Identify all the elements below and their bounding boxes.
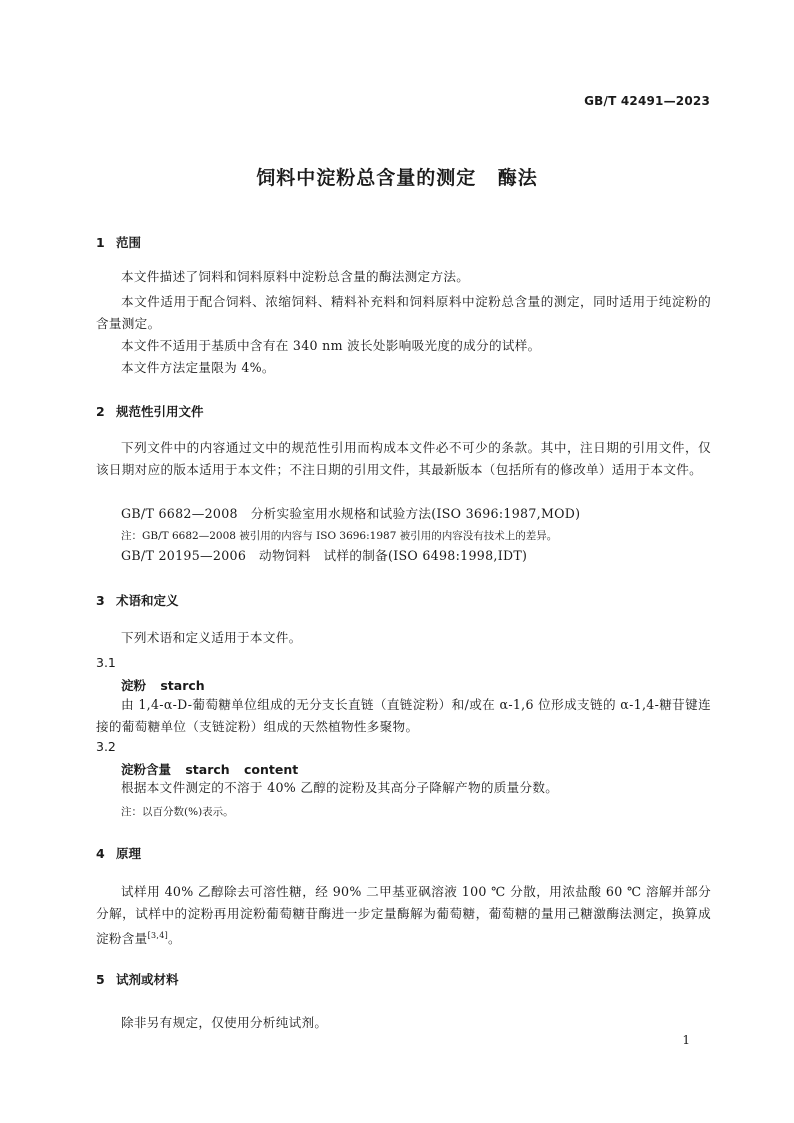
paragraph: 下列文件中的内容通过文中的规范性引用而构成本文件必不可少的条款。其中，注日期的引用文件，仅该日期对应的版本适用于本文件；不注日期的引用文件，其最新版本（包括所有的修改单）适用于本文件。 (96, 440, 711, 477)
paragraph (96, 881, 711, 950)
section-number: 3 (96, 593, 105, 608)
paragraph-end: 。 (168, 931, 181, 947)
paragraph: 除非另有规定，仅使用分析纯试剂。 (121, 1015, 328, 1030)
section-4-heading (96, 844, 141, 862)
term-number: 3.2 (96, 739, 116, 754)
section-1-heading (96, 233, 141, 251)
section-number: 1 (96, 235, 105, 250)
section-3-heading (96, 591, 179, 609)
paragraph: 本文件不适用于基质中含有在 340 nm 波长处影响吸光度的成分的试样。 (121, 338, 541, 353)
page-number: 1 (682, 1033, 690, 1047)
term-name: 淀粉 starch (121, 678, 205, 693)
term-number: 3.1 (96, 655, 116, 670)
paragraph: 本文件描述了饲料和饲料原料中淀粉总含量的酶法测定方法。 (121, 269, 470, 284)
normative-reference: GB/T 20195—2006 动物饲料 试样的制备(ISO 6498:1998,IDT) (121, 548, 528, 563)
document-title: 饲料中淀粉总含量的测定 酶法 (256, 167, 538, 189)
paragraph-text: 试样用 40% 乙醇除去可溶性糖，经 90% 二甲基亚砜溶液 100 ℃ 分散，用浓盐酸 60 ℃ 溶解并部分分解，试样中的淀粉再用淀粉葡萄糖苷酶进一步定量酶解为葡萄糖，葡萄糖的量用己糖激酶法测定，换算成淀粉含量 (96, 884, 711, 947)
paragraph: 本文件方法定量限为 4%。 (121, 360, 275, 375)
section-title: 规范性引用文件 (116, 404, 204, 419)
citation-reference: [3,4] (147, 931, 169, 940)
section-number: 2 (96, 404, 105, 419)
term-name: 淀粉含量 starch content (121, 762, 299, 777)
section-2-heading (96, 402, 204, 420)
standard-number: GB/T 42491—2023 (584, 94, 710, 108)
note: 注：GB/T 6682—2008 被引用的内容与 ISO 3696:1987 被引用的内容没有技术上的差异。 (121, 530, 558, 542)
term-definition: 由 1,4-α-D-葡萄糖单位组成的无分支长直链（直链淀粉）和/或在 α-1,6 位形成支链的 α-1,4-糖苷键连接的葡萄糖单位（支链淀粉）组成的天然植物性多聚物。 (96, 697, 711, 734)
section-title: 范围 (116, 235, 142, 250)
section-title: 原理 (116, 846, 142, 861)
paragraph: 本文件适用于配合饲料、浓缩饲料、精料补充料和饲料原料中淀粉总含量的测定，同时适用于纯淀粉的含量测定。 (96, 294, 711, 331)
section-5-heading (96, 970, 179, 988)
term-definition: 根据本文件测定的不溶于 40% 乙醇的淀粉及其高分子降解产物的质量分数。 (121, 780, 559, 795)
section-title: 术语和定义 (116, 593, 179, 608)
section-number: 5 (96, 972, 105, 987)
paragraph: 下列术语和定义适用于本文件。 (121, 630, 302, 645)
note: 注：以百分数(%)表示。 (121, 806, 234, 818)
section-title: 试剂或材料 (116, 972, 179, 987)
normative-reference: GB/T 6682—2008 分析实验室用水规格和试验方法(ISO 3696:1987,MOD) (121, 506, 581, 521)
section-number: 4 (96, 846, 105, 861)
